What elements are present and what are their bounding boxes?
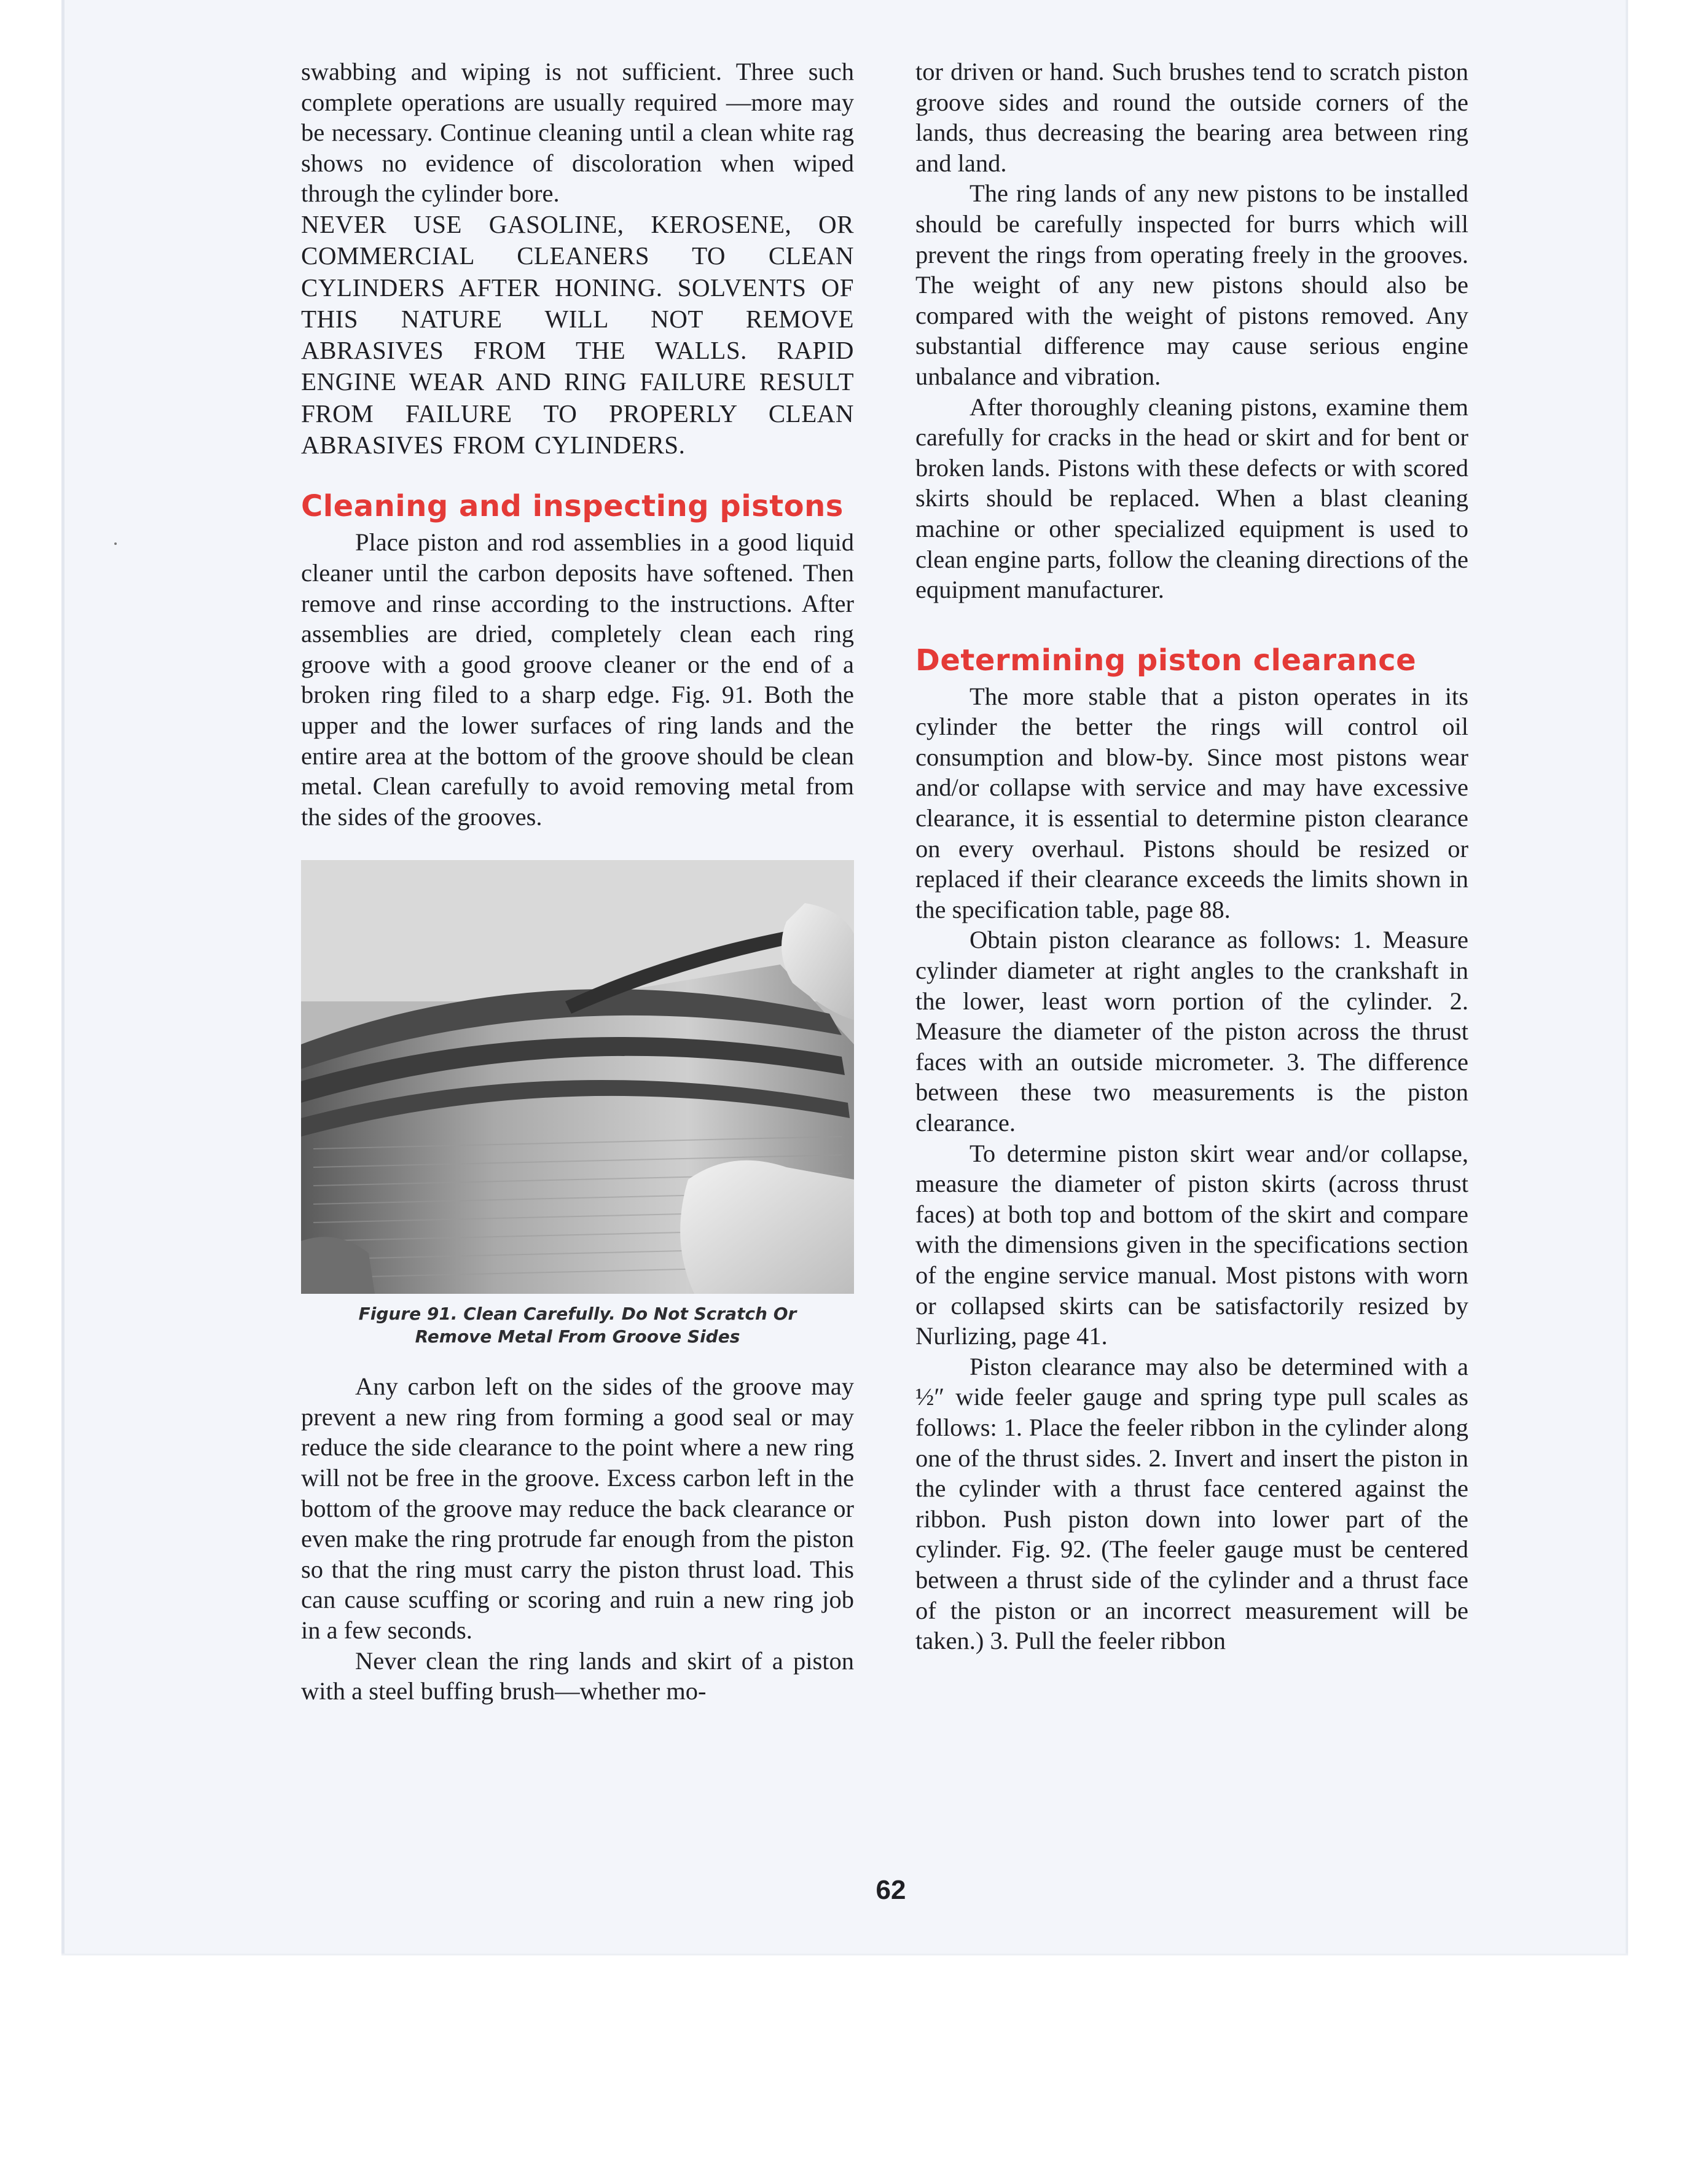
paragraph: tor driven or hand. Such brushes tend to scratch piston groove sides and round the outside corners of the lands, thus decreasing the bearing area between ring and land. (915, 58, 1468, 177)
caption-line: Figure 91. Clean Carefully. Do Not Scratch Or (358, 1304, 797, 1325)
figure-91-photo (301, 860, 854, 1294)
caption-line: Remove Metal From Groove Sides (415, 1326, 740, 1347)
warning-paragraph: NEVER USE GASOLINE, KEROSENE, OR COMMERCIAL CLEANERS TO CLEAN CYLINDERS AFTER HONING. SOLVENTS OF THIS NATURE WILL NOT REMOVE ABRASIVES FROM THE WALLS. RAPID ENGINE WEAR AND RING FAILURE RESULT FROM FAILURE TO PROPERLY CLEAN ABRASIVES FROM CYLINDERS. (301, 209, 854, 460)
section-heading-cleaning: Cleaning and inspecting pistons (301, 489, 844, 524)
paragraph: Place piston and rod assemblies in a good liquid cleaner until the carbon deposits have softened. Then remove and rinse according to the instructions. After assemblies are dried, completely clean each ring groove with a good groove cleaner or the end of a broken ring filed to a sharp edge. Fig. 91. Both the upper and the lower surfaces of ring lands and the entire area at the bottom of the groove should be clean metal. Clean carefully to avoid removing metal from the sides of the grooves. (301, 528, 854, 831)
paragraph: The ring lands of any new pistons to be installed should be carefully inspected for burrs which will prevent the rings from operating freely in the grooves. The weight of any new pistons should also be compared with the weight of pistons removed. Any substantial difference may cause serious engine unbalance and vibration. (915, 179, 1468, 390)
paragraph: Obtain piston clearance as follows: 1. Measure cylinder diameter at right angles to the crankshaft in the lower, least worn portion of the cylinder. 2. Measure the diameter of the piston across the thrust faces with an outside micrometer. 3. The difference between these two measurements is the piston clearance. (915, 926, 1468, 1137)
paragraph: Piston clearance may also be determined with a ½″ wide feeler gauge and spring type pull scales as follows: 1. Place the feeler ribbon in the cylinder along one of the thrust sides. 2. Invert and insert the piston in the cylinder with a thrust face centered against the ribbon. Push piston down into lower part of the cylinder. Fig. 92. (The feeler gauge must be centered between a thrust side of the cylinder and a thrust face of the piston or an incorrect measurement will be taken.) 3. Pull the feeler ribbon (915, 1352, 1468, 1655)
page-number: 62 (876, 1875, 906, 1905)
page-bottom-edge (61, 1954, 1628, 1955)
paragraph: To determine piston skirt wear and/or collapse, measure the diameter of piston skirts (across thrust faces) at both top and bottom of the skirt and compare with the dimensions given in the specifications section of the engine service manual. Most pistons with worn or collapsed skirts can be satisfactorily resized by Nurlizing, page 41. (915, 1139, 1468, 1350)
section-heading-clearance: Determining piston clearance (915, 643, 1417, 678)
paragraph: The more stable that a piston operates in its cylinder the better the rings will control oil consumption and blow-by. Since most pistons wear and/or collapse with service and may have excessive clearance, it is essential to determine piston clearance on every overhaul. Pistons should be resized or replaced if their clearance exceeds the limits shown in the specification table, page 88. (915, 682, 1468, 923)
paragraph: Never clean the ring lands and skirt of a piston with a steel buffing brush—whether mo- (301, 1646, 854, 1705)
scan-speck (114, 542, 117, 545)
left-column (301, 57, 854, 1707)
paragraph: swabbing and wiping is not sufficient. Three such complete operations are usually required —more may be necessary. Continue cleaning until a clean white rag shows no evidence of discoloration when wiped through the cylinder bore. (301, 58, 854, 208)
paragraph: After thoroughly cleaning pistons, examine them carefully for cracks in the head or skirt and for bent or broken lands. Pistons with these defects or with scored skirts should be replaced. When a blast cleaning machine or other specialized equipment is used to clean engine parts, follow the cleaning directions of the equipment manufacturer. (915, 393, 1468, 604)
piston-photo-illustration (301, 860, 854, 1294)
right-column (915, 57, 1468, 1656)
paragraph: Any carbon left on the sides of the groove may prevent a new ring from forming a good seal or may reduce the side clearance to the point where a new ring will not be free in the groove. Excess carbon left in the bottom of the groove may reduce the back clearance or even make the ring protrude far enough from the piston so that the ring must carry the piston thrust load. This can cause scuffing or scoring and ruin a new ring job in a few seconds. (301, 1372, 854, 1645)
figure-caption (301, 1302, 854, 1348)
